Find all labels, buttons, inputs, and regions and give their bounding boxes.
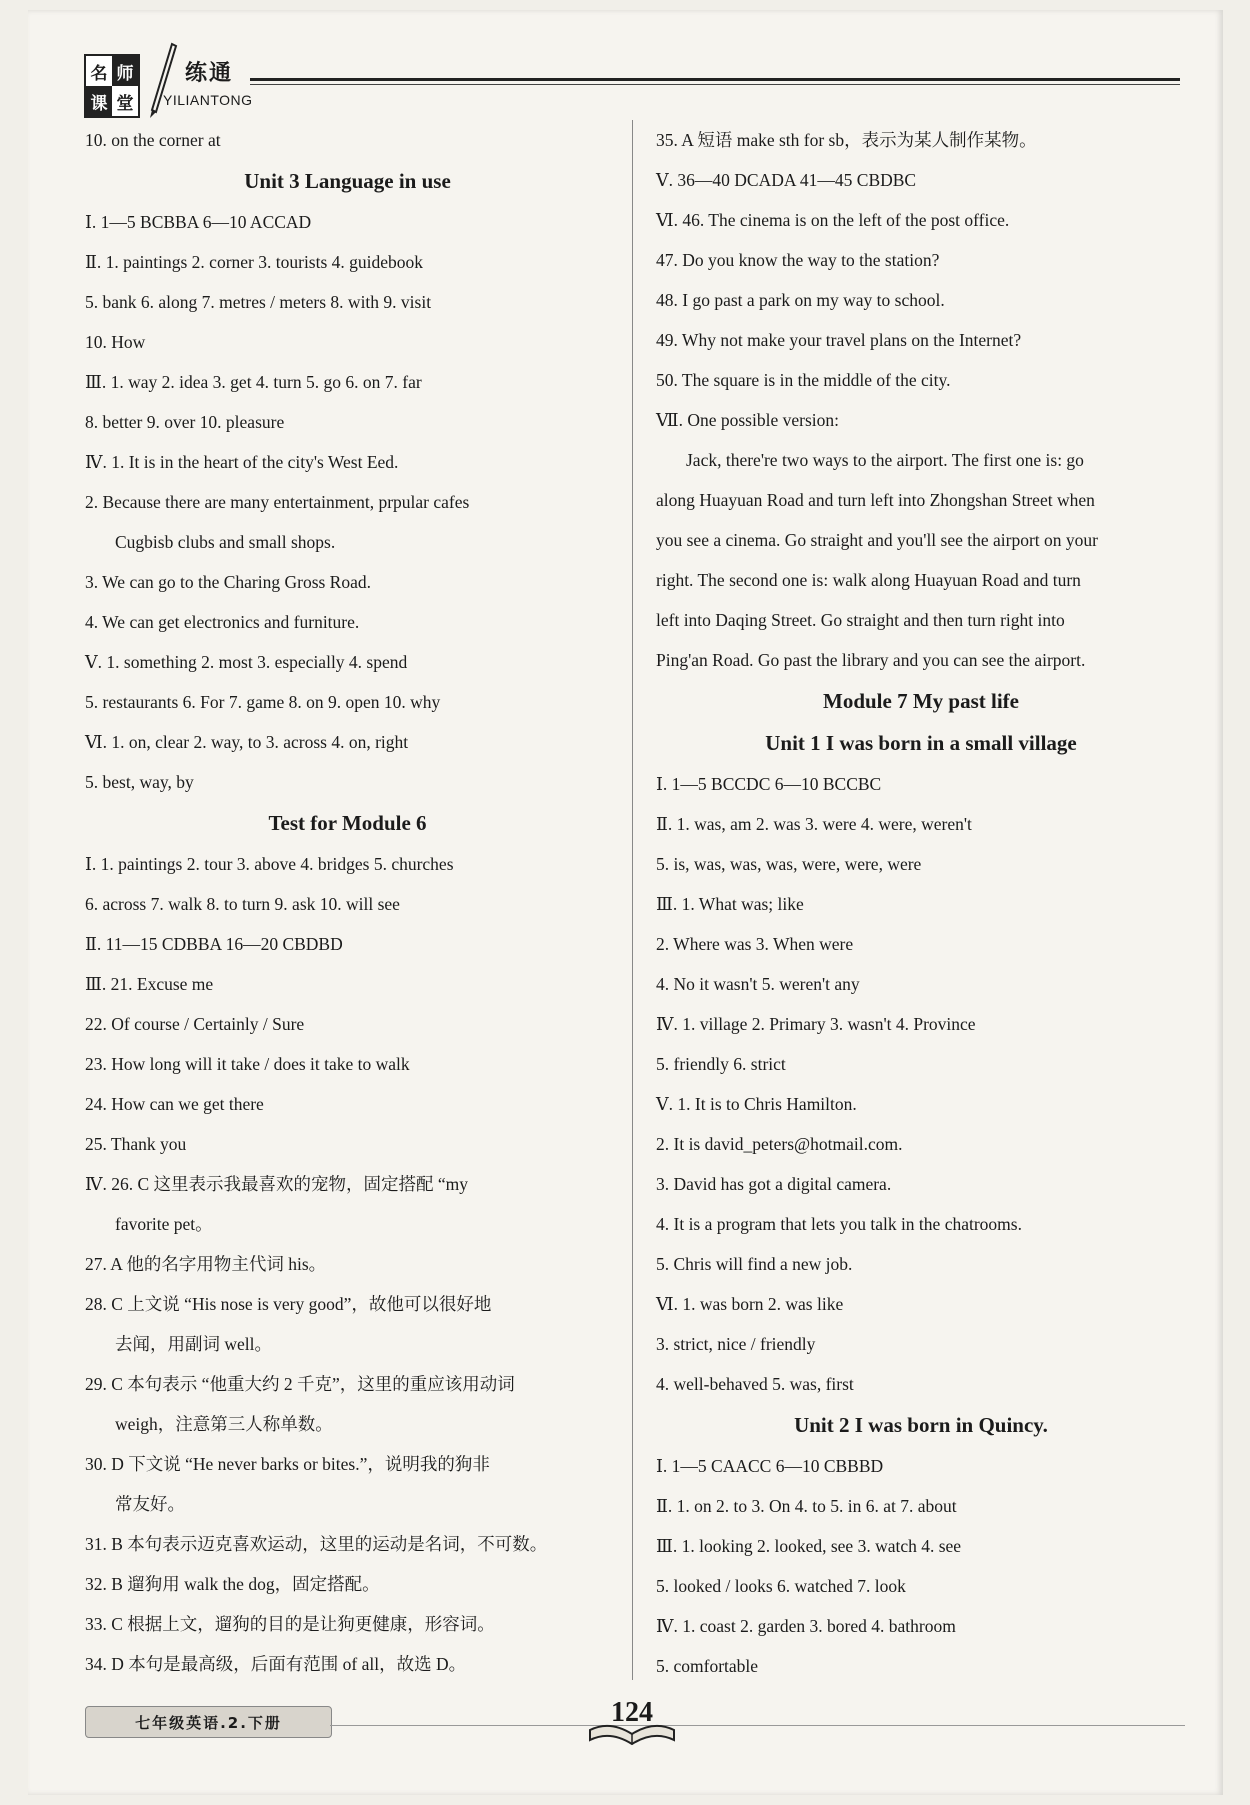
answer-line: Ping'an Road. Go past the library and you can see the airport. (656, 650, 1086, 670)
publisher-logo (84, 54, 140, 118)
answer-line: Ⅵ. 1. on, clear 2. way, to 3. across 4. on, right (85, 732, 409, 752)
logo-char: 名 (90, 63, 108, 84)
right-answer-column (656, 120, 1186, 1686)
answer-line: 5. Chris will find a new job. (656, 1254, 853, 1274)
answer-line: weigh，注意第三人称单数。 (115, 1414, 333, 1434)
answer-line: 5. comfortable (656, 1656, 759, 1676)
answer-line: 4. It is a program that lets you talk in the chatrooms. (656, 1214, 1022, 1234)
footer-rule (330, 1725, 1185, 1726)
answer-line: 24. How can we get there (85, 1094, 264, 1114)
answer-line: Ⅱ. 1. on 2. to 3. On 4. to 5. in 6. at 7. about (656, 1496, 957, 1516)
answer-line: 常友好。 (115, 1494, 185, 1514)
answer-line: 10. on the corner at (85, 130, 221, 150)
answer-line: Ⅴ. 1. something 2. most 3. especially 4. spend (85, 652, 408, 672)
answer-line: Cugbisb clubs and small shops. (115, 532, 336, 552)
section-heading: Unit 2 I was born in Quincy. (794, 1413, 1048, 1437)
answer-line: Ⅲ. 1. looking 2. looked, see 3. watch 4. see (656, 1536, 962, 1556)
answer-line: 去闻，用副词 well。 (115, 1334, 273, 1354)
answer-line: right. The second one is: walk along Huayuan Road and turn (656, 570, 1081, 590)
answer-line: 49. Why not make your travel plans on the Internet? (656, 330, 1022, 350)
answer-line: 23. How long will it take / does it take to walk (85, 1054, 410, 1074)
answer-line: 22. Of course / Certainly / Sure (85, 1014, 305, 1034)
section-heading: Module 7 My past life (823, 689, 1019, 713)
answer-line: Ⅶ. One possible version: (656, 410, 839, 430)
answer-line: 48. I go past a park on my way to school. (656, 290, 945, 310)
column-divider (632, 120, 633, 1680)
answer-line: Ⅱ. 11—15 CDBBA 16—20 CBDBD (85, 934, 343, 954)
answer-line: 30. D 下文说 “He never barks or bites.”，说明我的狗非 (85, 1454, 490, 1474)
answer-line: Ⅵ. 1. was born 2. was like (656, 1294, 844, 1314)
answer-line: 31. B 本句表示迈克喜欢运动，这里的运动是名词，不可数。 (85, 1534, 548, 1554)
answer-line: 4. well-behaved 5. was, first (656, 1374, 854, 1394)
answer-line: 32. B 遛狗用 walk the dog，固定搭配。 (85, 1574, 380, 1594)
answer-line: 5. restaurants 6. For 7. game 8. on 9. open 10. why (85, 692, 441, 712)
answer-line: Ⅲ. 1. What was; like (656, 894, 804, 914)
answer-line: Ⅱ. 1. paintings 2. corner 3. tourists 4. guidebook (85, 252, 424, 272)
brand-title: 练通 (185, 61, 234, 86)
pen-icon (142, 40, 182, 120)
answer-line: 10. How (85, 332, 146, 352)
answer-line: 2. Because there are many entertainment, prpular cafes (85, 492, 470, 512)
answer-line: 35. A 短语 make sth for sb，表示为某人制作某物。 (656, 130, 1037, 150)
left-answer-column (85, 120, 610, 1684)
answer-line: 28. C 上文说 “His nose is very good”，故他可以很好地 (85, 1294, 492, 1314)
answer-line: 4. We can get electronics and furniture. (85, 612, 360, 632)
page-header (60, 38, 1180, 120)
header-rule (250, 78, 1180, 81)
answer-line: 2. It is david_peters@hotmail.com. (656, 1134, 903, 1154)
answer-line: Ⅴ. 1. It is to Chris Hamilton. (656, 1094, 857, 1114)
answer-line: left into Daqing Street. Go straight and then turn right into (656, 610, 1065, 630)
answer-line: 5. is, was, was, was, were, were, were (656, 854, 922, 874)
logo-char: 师 (112, 56, 138, 86)
answer-line: Ⅳ. 1. coast 2. garden 3. bored 4. bathroom (656, 1616, 956, 1636)
answer-line: Ⅰ. 1. paintings 2. tour 3. above 4. bridges 5. churches (85, 854, 454, 874)
answer-line: Ⅴ. 36—40 DCADA 41—45 CBDBC (656, 170, 917, 190)
answer-line: Ⅰ. 1—5 CAACC 6—10 CBBBD (656, 1456, 884, 1476)
answer-line: 3. We can go to the Charing Gross Road. (85, 572, 371, 592)
answer-line: 5. friendly 6. strict (656, 1054, 786, 1074)
answer-line: Ⅳ. 1. It is in the heart of the city's West Eed. (85, 452, 399, 472)
section-heading: Unit 3 Language in use (244, 169, 451, 193)
section-heading: Test for Module 6 (268, 811, 427, 835)
answer-line: Ⅳ. 26. C 这里表示我最喜欢的宠物，固定搭配 “my (85, 1174, 469, 1194)
answer-line: 2. Where was 3. When were (656, 934, 854, 954)
answer-line: 50. The square is in the middle of the city. (656, 370, 951, 390)
answer-line: Jack, there're two ways to the airport. The first one is: go (686, 450, 1084, 470)
answer-line: 4. No it wasn't 5. weren't any (656, 974, 860, 994)
page-number: 124 (611, 1697, 653, 1728)
answer-line: 5. bank 6. along 7. metres / meters 8. with 9. visit (85, 292, 432, 312)
book-label: 七年级英语.2.下册 (85, 1706, 332, 1738)
answer-line: 3. strict, nice / friendly (656, 1334, 816, 1354)
answer-line: 29. C 本句表示 “他重大约 2 千克”，这里的重应该用动词 (85, 1374, 515, 1394)
answer-line: 3. David has got a digital camera. (656, 1174, 892, 1194)
answer-line: 25. Thank you (85, 1134, 187, 1154)
logo-char: 堂 (116, 93, 134, 114)
answer-line: 8. better 9. over 10. pleasure (85, 412, 285, 432)
brand-subtitle: YILIANTONG (163, 92, 253, 108)
section-heading: Unit 1 I was born in a small village (765, 731, 1077, 755)
answer-line: Ⅰ. 1—5 BCBBA 6—10 ACCAD (85, 212, 312, 232)
answer-line: Ⅰ. 1—5 BCCDC 6—10 BCCBC (656, 774, 882, 794)
answer-line: Ⅲ. 21. Excuse me (85, 974, 214, 994)
answer-line: favorite pet。 (115, 1214, 213, 1234)
logo-char: 课 (86, 86, 112, 116)
answer-line: 34. D 本句是最高级，后面有范围 of all，故选 D。 (85, 1654, 467, 1674)
answer-line: 6. across 7. walk 8. to turn 9. ask 10. will see (85, 894, 400, 914)
header-rule (250, 84, 1180, 85)
answer-line: you see a cinema. Go straight and you'll see the airport on your (656, 530, 1098, 550)
answer-line: Ⅵ. 46. The cinema is on the left of the post office. (656, 210, 1010, 230)
answer-line: along Huayuan Road and turn left into Zhongshan Street when (656, 490, 1095, 510)
answer-line: Ⅱ. 1. was, am 2. was 3. were 4. were, weren't (656, 814, 972, 834)
answer-line: 47. Do you know the way to the station? (656, 250, 940, 270)
answer-line: 27. A 他的名字用物主代词 his。 (85, 1254, 327, 1274)
answer-line: Ⅳ. 1. village 2. Primary 3. wasn't 4. Province (656, 1014, 976, 1034)
answer-line: Ⅲ. 1. way 2. idea 3. get 4. turn 5. go 6. on 7. far (85, 372, 422, 392)
answer-line: 5. best, way, by (85, 772, 194, 792)
answer-line: 33. C 根据上文，遛狗的目的是让狗更健康，形容词。 (85, 1614, 495, 1634)
answer-line: 5. looked / looks 6. watched 7. look (656, 1576, 906, 1596)
